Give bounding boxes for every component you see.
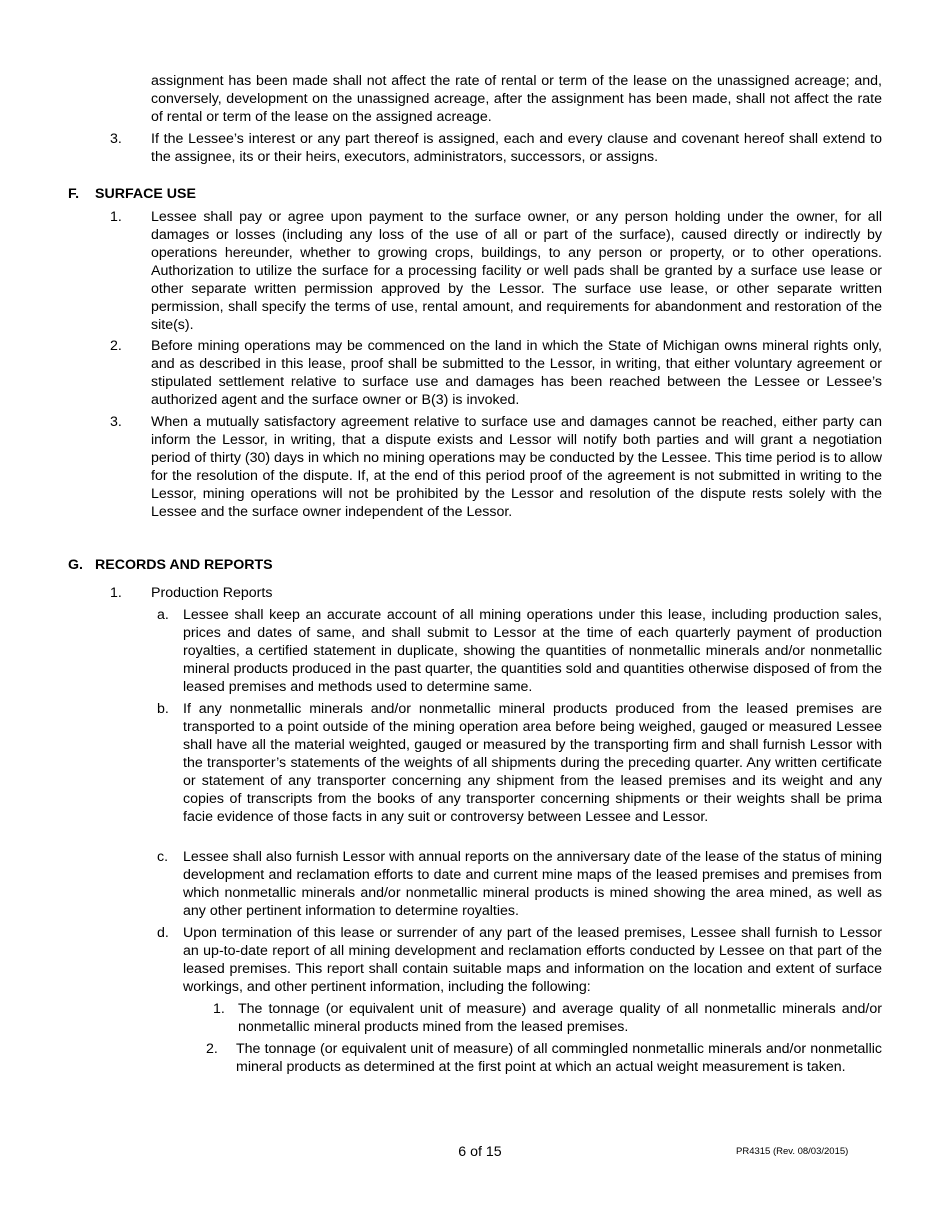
list-letter: b.	[157, 701, 169, 717]
section-letter: F.	[68, 186, 80, 202]
list-number: 1.	[110, 585, 122, 601]
list-number: 3.	[110, 414, 122, 430]
list-number: 2.	[110, 338, 122, 354]
production-report-item-c: Lessee shall also furnish Lessor with annual reports on the anniversary date of the lease of the status of mining development and reclamation efforts to date and current mine maps of the leased premises and premises from which nonmetallic minerals and/or nonmetallic mineral products is mined showing the area mined, as well as any other pertinent information to determine royalties.	[183, 849, 882, 919]
surface-use-item-3: When a mutually satisfactory agreement relative to surface use and damages cannot be reached, either party can inform the Lessor, in writing, that a dispute exists and Lessor will notify both parties and will grant a negotiation period of thirty (30) days in which no mining operations may be conducted by the Lessee. This time period is to allow for the resolution of the dispute. If, at the end of this period proof of the agreement is not submitted in writing to the Lessor, mining operations will not be prohibited by the Lessor and resolution of the dispute rests solely with the Lessee and the surface owner independent of the Lessor.	[151, 414, 882, 520]
section-letter: G.	[68, 557, 83, 573]
list-number: 1.	[110, 209, 122, 225]
assignment-clause-paragraph: If the Lessee’s interest or any part thereof is assigned, each and every clause and covenant hereof shall extend to the assignee, its or their heirs, executors, administrators, successors, or assigns.	[151, 131, 882, 165]
section-g-heading	[68, 556, 273, 574]
section-title: RECORDS AND REPORTS	[95, 557, 273, 573]
list-letter: c.	[157, 849, 169, 865]
list-letter: d.	[157, 925, 169, 941]
continuation-paragraph: assignment has been made shall not affect the rate of rental or term of the lease on the unassigned acreage; and, conversely, development on the unassigned acreage, after the assignment has been made, shall not affect the rate of rental or term of the lease on the assigned acreage.	[151, 73, 882, 125]
termination-report-item-2: The tonnage (or equivalent unit of measure) of all commingled nonmetallic minerals and/or nonmetallic mineral products as determined at the first point at which an actual weight measurement is taken.	[236, 1041, 882, 1075]
section-title: SURFACE USE	[95, 186, 196, 202]
list-number: 2.	[206, 1041, 218, 1057]
production-report-item-b: If any nonmetallic minerals and/or nonmetallic mineral products produced from the leased premises are transported to a point outside of the mining operation area before being weighed, gauged or measured Lessee shall have all the material weighted, gauged or measured by the transporting firm and shall furnish Lessor with the transporter’s statements of the weights of all shipments during the preceding quarter. Any written certificate or statement of any transporter concerning any shipment from the leased premises and its weight and any copies of transcripts from the books of any transporter concerning shipments or their weights shall be prima facie evidence of those facts in any suit or controversy between Lessee and Lessor.	[183, 701, 882, 825]
production-reports-title: Production Reports	[151, 585, 273, 601]
list-letter: a.	[157, 607, 169, 623]
termination-report-item-1: The tonnage (or equivalent unit of measure) and average quality of all nonmetallic minerals and/or nonmetallic mineral products mined from the leased premises.	[238, 1001, 882, 1035]
section-f-heading	[68, 185, 196, 203]
production-report-item-d: Upon termination of this lease or surrender of any part of the leased premises, Lessee shall furnish to Lessor an up-to-date report of all mining development and reclamation efforts conducted by Lessee on that part of the leased premises. This report shall contain suitable maps and information on the location and extent of surface workings, and other pertinent information, including the following:	[183, 925, 882, 995]
list-number: 3.	[110, 131, 122, 147]
production-report-item-a: Lessee shall keep an accurate account of all mining operations under this lease, including production sales, prices and dates of same, and shall submit to Lessor at the time of each quarterly payment of production royalties, a certified statement in duplicate, showing the quantities of nonmetallic minerals and/or nonmetallic mineral products produced in the past quarter, the quantities sold and quantities otherwise disposed of from the leased premises and methods used to determine same.	[183, 607, 882, 695]
surface-use-item-1: Lessee shall pay or agree upon payment to the surface owner, or any person holding under the owner, for all damages or losses (including any loss of the use of all or part of the surface), caused directly or indirectly by operations hereunder, whether to growing crops, buildings, to any person or property, or to other operations. Authorization to utilize the surface for a processing facility or well pads shall be granted by a surface use lease or other separate written permission approved by the Lessor. The surface use lease, or other separate written permission, shall specify the terms of use, rental amount, and requirements for abandonment and restoration of the site(s).	[151, 209, 882, 333]
list-number: 1.	[213, 1001, 225, 1017]
surface-use-item-2: Before mining operations may be commenced on the land in which the State of Michigan owns mineral rights only, and as described in this lease, proof shall be submitted to the Lessor, in writing, that either voluntary agreement or stipulated settlement relative to surface use and damages has been reached between the Lessee or Lessee’s authorized agent and the surface owner or B(3) is invoked.	[151, 338, 882, 408]
form-revision-label: PR4315 (Rev. 08/03/2015)	[736, 1146, 849, 1157]
page-number: 6 of 15	[458, 1144, 502, 1160]
